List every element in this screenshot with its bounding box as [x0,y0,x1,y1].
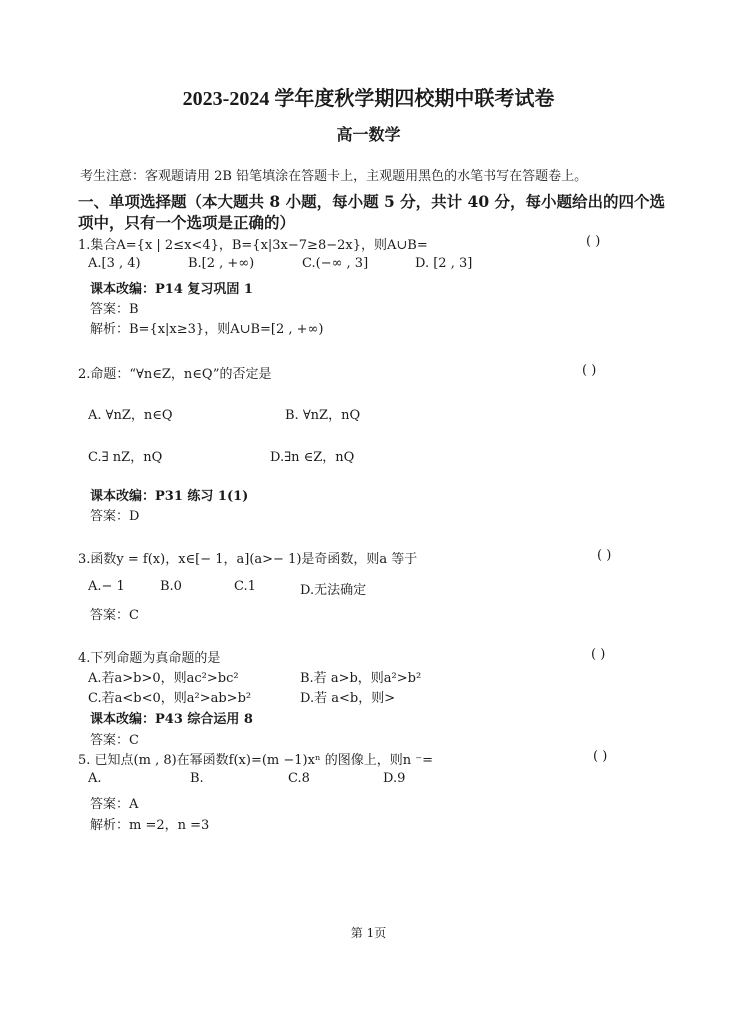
q5-analysis: 解析：m =2，n =3 [90,818,210,833]
q3-stem: 3.函数y = f(x)，x∈[− 1，a](a>− 1)是奇函数，则a 等于 [78,552,418,567]
q4-answer: 答案：C [90,733,139,748]
q3-option-d: D.无法确定 [300,583,367,598]
q1-analysis: 解析：B={x|x≥3}，则A∪B=[2 , +∞) [90,322,324,337]
q4-answer-paren: ( ) [591,647,606,662]
page-title: 2023-2024 学年度秋学期四校期中联考试卷 [182,88,555,110]
section-heading-line2: 项中，只有一个选项是正确的） [78,213,296,232]
q3-option-b: B.0 [160,579,182,594]
q2-source: 课本改编：P31 练习 1(1) [90,489,249,504]
q2-option-d: D.∃n ∈Z，nQ [270,450,355,465]
q1-answer-paren: ( ) [586,234,601,249]
q5-option-d: D.9 [383,771,406,786]
page-number: 第 1页 [350,926,387,940]
q3-answer-paren: ( ) [597,548,612,563]
q4-option-a: A.若a>b>0，则ac²>bc² [88,671,239,686]
q1-option-b: B.[2 , +∞) [188,256,255,271]
q5-stem: 5. 已知点(m , 8)在幂函数f(x)=(m −1)xⁿ 的图像上，则n ⁻= [78,753,433,768]
q3-option-a: A.− 1 [88,579,125,594]
q1-option-c: C.(−∞ , 3] [302,256,369,271]
section-heading-line1: 一、单项选择题（本大题共 8 小题，每小题 5 分，共计 40 分，每小题给出的四个选 [78,192,666,211]
q1-answer: 答案：B [90,302,139,317]
q2-option-c: C.∃ nZ，nQ [88,450,163,465]
q4-option-d: D.若 a<b，则> [300,691,396,706]
q5-answer-paren: ( ) [593,749,608,764]
q3-answer: 答案：C [90,608,139,623]
q1-stem: 1.集合A={x | 2≤x<4}，B={x|3x−7≥8−2x}，则A∪B= [78,238,428,253]
q5-option-a: A. [88,771,102,786]
q2-answer: 答案：D [90,509,140,524]
q4-option-b: B.若 a>b，则a²>b² [300,671,422,686]
q2-option-b: B. ∀nZ，nQ [285,408,361,423]
q2-option-a: A. ∀nZ，n∈Q [88,408,173,423]
exam-notice: 考生注意：客观题请用 2B 铅笔填涂在答题卡上，主观题用黑色的水笔书写在答题卷上。 [80,169,588,184]
q4-option-c: C.若a<b<0，则a²>ab>b² [88,691,252,706]
q2-stem: 2.命题：“∀n∈Z，n∈Q”的否定是 [78,367,272,382]
page-subtitle: 高一数学 [336,125,401,144]
q1-option-d: D. [2 , 3] [415,256,473,271]
q5-option-b: B. [190,771,204,786]
q5-option-c: C.8 [288,771,310,786]
q1-option-a: A.[3 , 4) [88,256,141,271]
q2-answer-paren: ( ) [582,363,597,378]
q4-source: 课本改编：P43 综合运用 8 [90,712,253,727]
q1-source: 课本改编：P14 复习巩固 1 [90,282,253,297]
q5-answer: 答案：A [90,797,139,812]
q4-stem: 4.下列命题为真命题的是 [78,651,221,666]
q3-option-c: C.1 [234,579,256,594]
